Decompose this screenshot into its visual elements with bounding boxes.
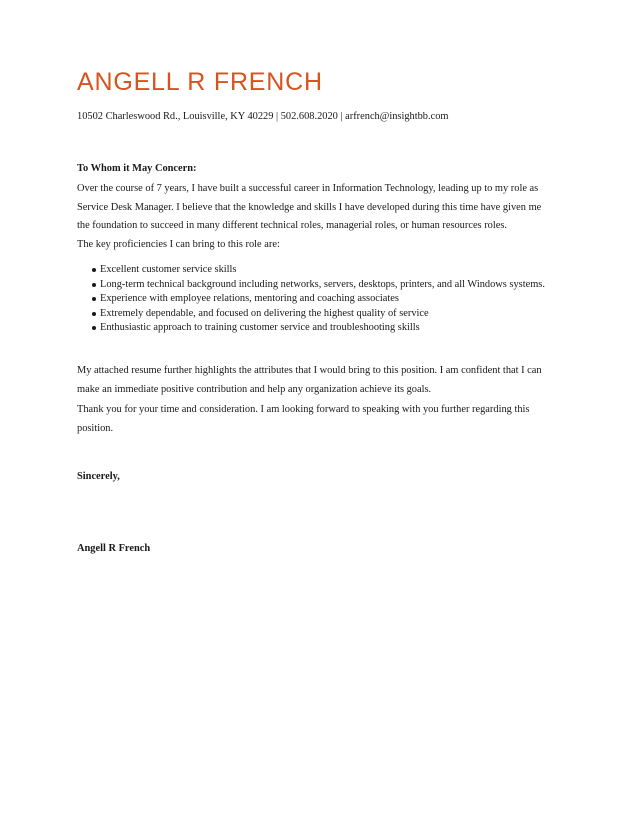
bullet-icon: [92, 297, 96, 301]
applicant-name-heading: ANGELL R FRENCH: [77, 68, 323, 96]
bullet-icon: [92, 283, 96, 287]
intro-paragraph: Over the course of 7 years, I have built a successful career in Information Technology, leading up to my role as Service Desk Manager. I believe that the knowledge and skills I have developed during this time have given me the foundation to succeed in many different technical roles, managerial roles, or human resources roles.: [77, 183, 542, 231]
list-item: [77, 263, 547, 278]
resume-paragraph: My attached resume further highlights the attributes that I would bring to this position. I am confident that I can make an immediate positive contribution and help any organization achieve its goals.: [77, 365, 542, 395]
bullet-icon: [92, 312, 96, 316]
proficiencies-intro: The key proficiencies I can bring to this role are:: [77, 239, 280, 250]
contact-info-line: 10502 Charleswood Rd., Louisville, KY 40229 | 502.608.2020 | arfrench@insightbb.com: [77, 111, 449, 122]
list-item-text: Extremely dependable, and focused on delivering the highest quality of service: [100, 307, 429, 319]
list-item: [77, 307, 547, 322]
list-item: [77, 292, 547, 307]
list-item-text: Enthusiastic approach to training customer service and troubleshooting skills: [100, 322, 420, 334]
list-item-text: Long-term technical background including networks, servers, desktops, printers, and all Windows systems.: [100, 278, 545, 290]
list-item-text: Experience with employee relations, mentoring and coaching associates: [100, 293, 399, 305]
proficiencies-list: [77, 263, 547, 336]
salutation: To Whom it May Concern:: [77, 163, 197, 174]
closing: Sincerely,: [77, 471, 120, 482]
signature-name: Angell R French: [77, 543, 151, 554]
thank-you-paragraph: Thank you for your time and consideration. I am looking forward to speaking with you further regarding this position.: [77, 404, 530, 434]
list-item: [77, 278, 547, 293]
list-item: [77, 321, 547, 336]
list-item-text: Excellent customer service skills: [100, 264, 237, 275]
bullet-icon: [92, 326, 96, 330]
bullet-icon: [92, 268, 96, 272]
